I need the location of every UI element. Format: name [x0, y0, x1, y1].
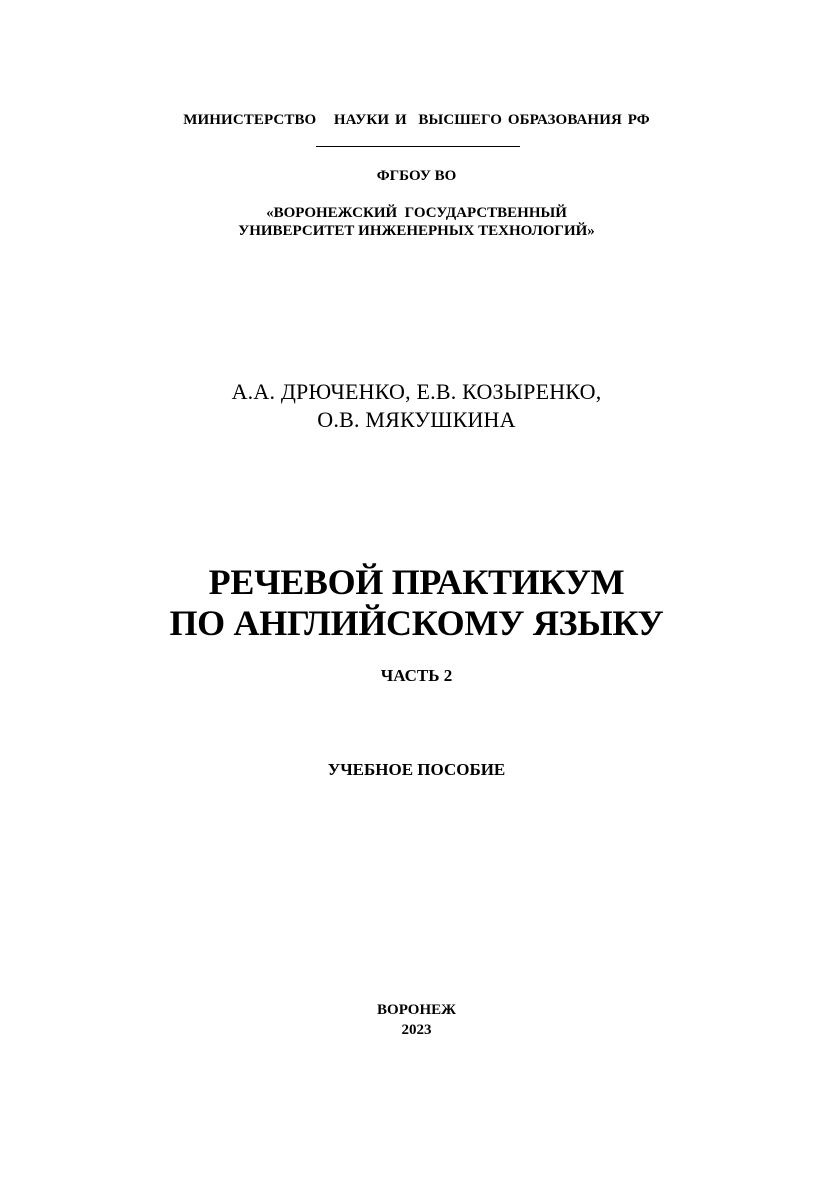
document-type: УЧЕБНОЕ ПОСОБИЕ: [327, 760, 506, 779]
institution-type: ФГБОУ ВО: [376, 168, 457, 184]
ministry-name: МИНИСТЕРСТВО НАУКИ И ВЫСШЕГО ОБРАЗОВАНИЯ РФ: [183, 112, 650, 128]
book-part: ЧАСТЬ 2: [380, 666, 453, 685]
authors-line-2: О.В. МЯКУШКИНА: [317, 407, 516, 432]
authors-line-1: А.А. ДРЮЧЕНКО, Е.В. КОЗЫРЕНКО,: [231, 379, 602, 404]
header-divider: [316, 146, 520, 147]
book-title-line-1: РЕЧЕВОЙ ПРАКТИКУМ: [208, 562, 625, 602]
publication-year: 2023: [401, 1022, 432, 1038]
university-name-line-2: УНИВЕРСИТЕТ ИНЖЕНЕРНЫХ ТЕХНОЛОГИЙ»: [238, 223, 595, 239]
publication-city: ВОРОНЕЖ: [377, 1002, 456, 1018]
university-name-line-1: «ВОРОНЕЖСКИЙ ГОСУДАРСТВЕННЫЙ: [266, 205, 567, 221]
book-title-line-2: ПО АНГЛИЙСКОМУ ЯЗЫКУ: [169, 603, 664, 643]
